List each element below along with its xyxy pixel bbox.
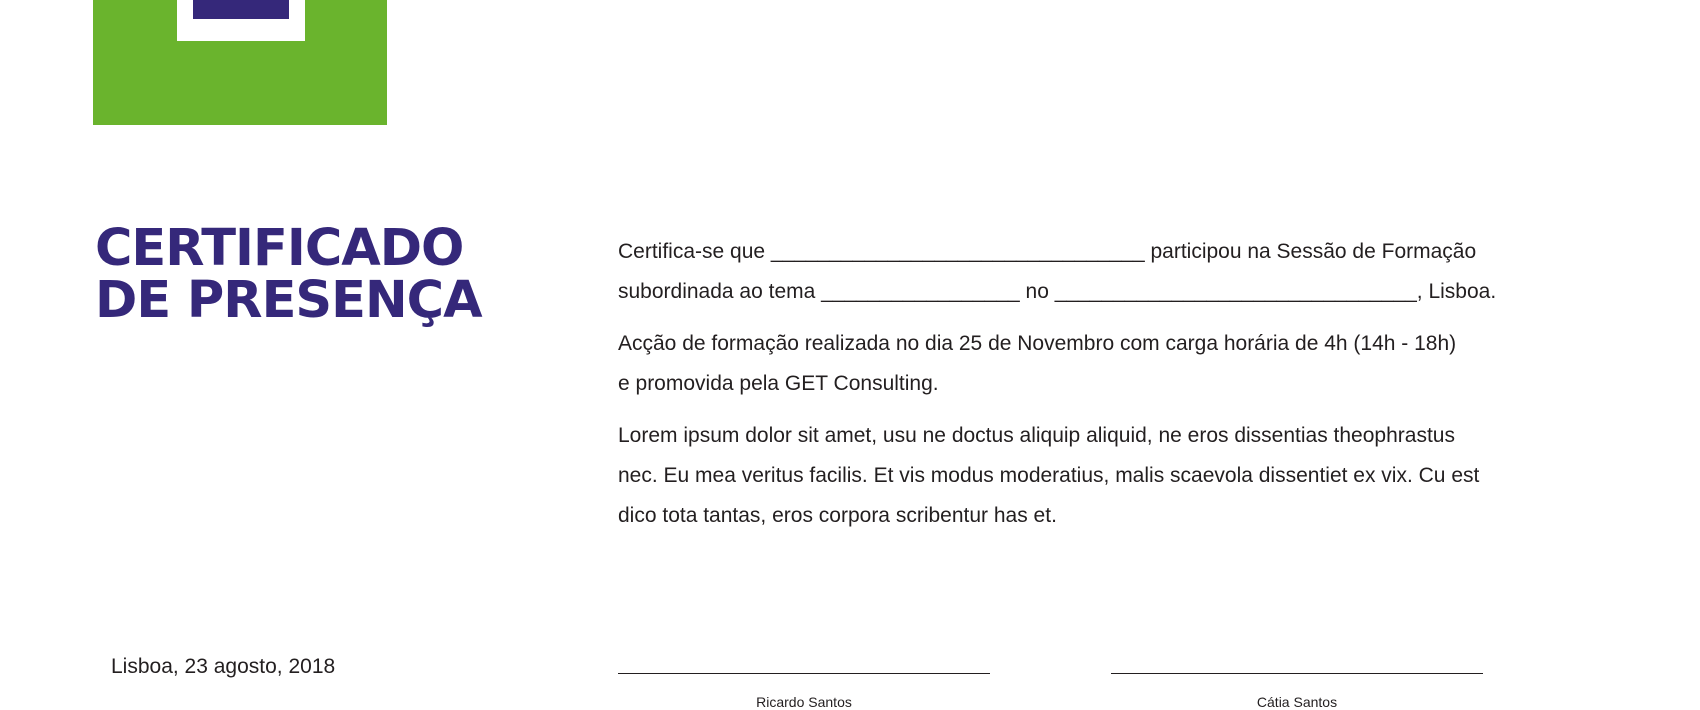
description-paragraph	[618, 416, 1578, 536]
signature-name-right: Cátia Santos	[1256, 694, 1338, 710]
body-line: subordinada ao tema _________________ no _______________________________, Lisboa.	[618, 280, 1497, 303]
body-line: Lorem ipsum dolor sit amet, usu ne doctus aliquip aliquid, ne eros dissentias theophrastus	[618, 424, 1455, 447]
certificate-title	[95, 219, 482, 330]
signature-line-left	[618, 673, 990, 674]
signature-name-left: Ricardo Santos	[756, 694, 852, 710]
company-logo	[93, 0, 387, 125]
title-line-1: CERTIFICADO	[95, 219, 464, 278]
body-line: Acção de formação realizada no dia 25 de Novembro com carga horária de 4h (14h - 18h)	[618, 332, 1457, 355]
body-line: dico tota tantas, eros corpora scribentur has et.	[618, 504, 1057, 527]
signature-line-right	[1111, 673, 1483, 674]
body-line: Certifica-se que ________________________________ participou na Sessão de Formação	[618, 240, 1477, 263]
certification-paragraph	[618, 232, 1578, 312]
logo-mark-icon	[193, 0, 289, 19]
action-paragraph	[618, 324, 1578, 404]
title-line-2: DE PRESENÇA	[95, 271, 482, 330]
certificate-date: Lisboa, 23 agosto, 2018	[111, 655, 336, 678]
body-line: e promovida pela GET Consulting.	[618, 372, 939, 395]
body-line: nec. Eu mea veritus facilis. Et vis modus moderatius, malis scaevola dissentiet ex vix. Cu est	[618, 464, 1480, 487]
certificate-body	[618, 232, 1578, 548]
